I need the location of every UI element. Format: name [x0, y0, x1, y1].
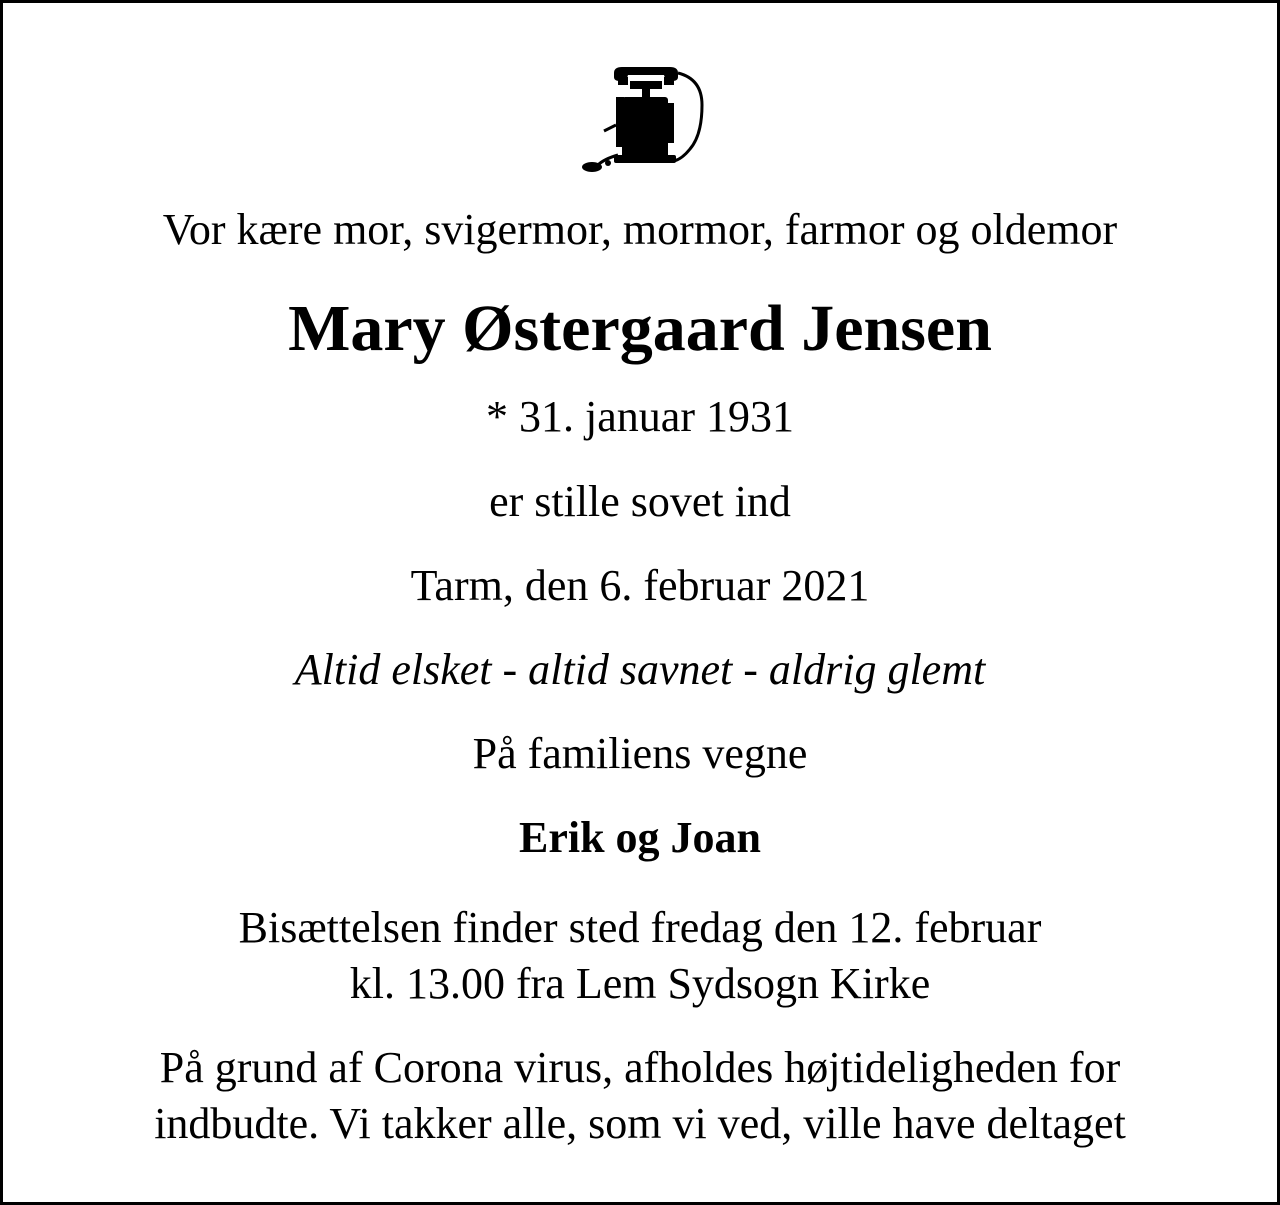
deceased-name: Mary Østergaard Jensen [288, 292, 992, 365]
intro-text: Vor kære mor, svigermor, mormor, farmor og oldemor [162, 205, 1118, 254]
funeral-info [3, 900, 1277, 1012]
corona-info [3, 1040, 1277, 1152]
place-date: Tarm, den 6. februar 2021 [410, 561, 870, 610]
behalf-text: På familiens vegne [472, 729, 808, 778]
funeral-line: Bisættelsen finder sted fredag den 12. februar [238, 903, 1042, 952]
birth-date: * 31. januar 1931 [486, 392, 794, 441]
signers: Erik og Joan [518, 813, 762, 862]
vintage-telephone-icon [578, 65, 718, 175]
funeral-line: kl. 13.00 fra Lem Sydsogn Kirke [349, 959, 931, 1008]
passed-text: er stille sovet ind [489, 477, 791, 526]
corona-line: På grund af Corona virus, afholdes højtideligheden for [159, 1043, 1121, 1092]
corona-line: indbudte. Vi takker alle, som vi ved, ville have deltaget [154, 1099, 1126, 1148]
motto: Altid elsket - altid savnet - aldrig glemt [294, 645, 986, 694]
